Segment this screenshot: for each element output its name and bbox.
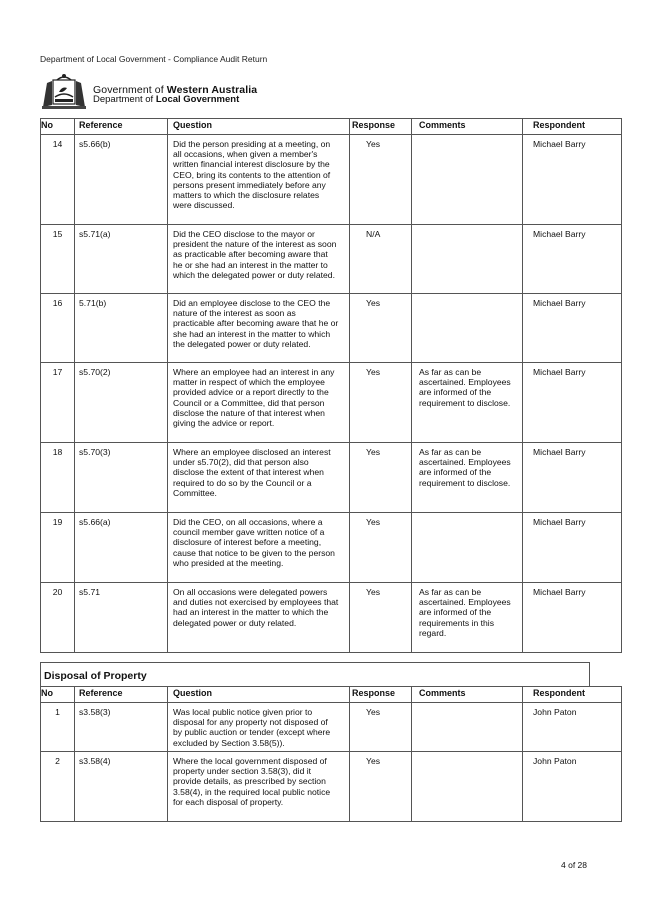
cell-no: 15	[41, 225, 75, 294]
column-header-response: Response	[350, 119, 412, 135]
cell-response: Yes	[350, 443, 412, 513]
coat-of-arms-icon	[39, 73, 89, 111]
cell-question: Where an employee disclosed an interest under s5.70(2), did that person also disclose the extent of that interest when required to do so by the Council or a Committee.	[173, 447, 331, 498]
table-row	[41, 513, 622, 583]
cell-question: Did the CEO, on all occasions, where a council member gave written notice of a disclosure of interest before a meeting, cause that notice to be given to the person who presided at the meeting.	[173, 517, 335, 568]
cell-respondent: Michael Barry	[523, 135, 622, 225]
column-header-comments: Comments	[412, 687, 523, 703]
cell-response: Yes	[350, 513, 412, 583]
cell-respondent: Michael Barry	[523, 363, 622, 443]
cell-question: Did the person presiding at a meeting, on all occasions, when given a member's written financial interest disclosure by the CEO, bring its contents to the attention of persons present immediately before any matters to which the disclosure relates were discussed.	[173, 139, 331, 211]
cell-response: Yes	[350, 703, 412, 752]
cell-response: Yes	[350, 752, 412, 822]
table-row	[41, 443, 622, 513]
cell-respondent: John Paton	[523, 752, 622, 822]
column-header-respondent: Respondent	[523, 687, 622, 703]
cell-reference: s5.70(3)	[75, 443, 168, 513]
column-header-question: Question	[168, 687, 350, 703]
cell-no: 18	[41, 443, 75, 513]
government-title: Government of Western Australia	[93, 84, 258, 96]
table-row	[41, 752, 622, 822]
section-title: Disposal of Property	[44, 670, 147, 682]
cell-reference: s5.71	[75, 583, 168, 653]
table-row	[41, 583, 622, 653]
disposal-table	[40, 686, 622, 822]
cell-reference: s5.66(a)	[75, 513, 168, 583]
cell-no: 20	[41, 583, 75, 653]
cell-no: 2	[41, 752, 75, 822]
column-header-question: Question	[168, 119, 350, 135]
column-header-reference: Reference	[75, 119, 168, 135]
cell-no: 16	[41, 294, 75, 363]
cell-question: Was local public notice given prior to disposal for any property not disposed of by public auction or tender (except where excluded by Section 3.58(5)).	[173, 707, 331, 748]
cell-no: 19	[41, 513, 75, 583]
cell-comments: As far as can be ascertained. Employees are informed of the requirement to disclose.	[419, 367, 511, 408]
cell-response: Yes	[350, 135, 412, 225]
cell-question: Did an employee disclose to the CEO the nature of the interest as soon as practicable after becoming aware that he or she had an interest in the matter to which the delegated power or duty related.	[173, 298, 339, 349]
table-row	[41, 703, 622, 752]
cell-reference: s3.58(3)	[75, 703, 168, 752]
document-header: Department of Local Government - Compliance Audit Return	[40, 54, 268, 64]
table-row	[41, 363, 622, 443]
compliance-table	[40, 118, 622, 653]
cell-no: 17	[41, 363, 75, 443]
cell-respondent: Michael Barry	[523, 513, 622, 583]
cell-respondent: John Paton	[523, 703, 622, 752]
cell-no: 14	[41, 135, 75, 225]
column-header-comments: Comments	[412, 119, 523, 135]
table-header-row	[41, 687, 622, 703]
cell-respondent: Michael Barry	[523, 225, 622, 294]
cell-reference: s5.71(a)	[75, 225, 168, 294]
cell-response: Yes	[350, 583, 412, 653]
column-header-no: No	[41, 119, 75, 135]
table-row	[41, 294, 622, 363]
cell-comments: As far as can be ascertained. Employees are informed of the requirements in this regard.	[419, 587, 511, 638]
cell-respondent: Michael Barry	[523, 443, 622, 513]
column-header-response: Response	[350, 687, 412, 703]
cell-response: N/A	[350, 225, 412, 294]
section-header-box	[40, 662, 590, 687]
cell-question: Where the local government disposed of property under section 3.58(3), did it provide details, as prescribed by section 3.58(4), in the required local public notice for each disposal of property.	[173, 756, 331, 807]
cell-reference: 5.71(b)	[75, 294, 168, 363]
cell-respondent: Michael Barry	[523, 294, 622, 363]
cell-reference: s5.66(b)	[75, 135, 168, 225]
column-header-reference: Reference	[75, 687, 168, 703]
cell-question: On all occasions were delegated powers and duties not exercised by employees that had an interest in the matter to which the delegated power or duty related.	[173, 587, 339, 628]
cell-question: Did the CEO disclose to the mayor or president the nature of the interest as soon as practicable after becoming aware that he or she had an interest in the matter to which the delegated power or duty related.	[173, 229, 337, 280]
cell-comments: As far as can be ascertained. Employees are informed of the requirement to disclose.	[419, 447, 511, 488]
department-title: Department of Local Government	[93, 94, 240, 105]
column-header-respondent: Respondent	[523, 119, 622, 135]
cell-reference: s3.58(4)	[75, 752, 168, 822]
table-header-row	[41, 119, 622, 135]
cell-reference: s5.70(2)	[75, 363, 168, 443]
page-number: 4 of 28	[561, 860, 587, 870]
cell-response: Yes	[350, 294, 412, 363]
cell-no: 1	[41, 703, 75, 752]
cell-respondent: Michael Barry	[523, 583, 622, 653]
cell-response: Yes	[350, 363, 412, 443]
column-header-no: No	[41, 687, 75, 703]
cell-question: Where an employee had an interest in any matter in respect of which the employee provided advice or a report directly to the Council or a Committee, did that person disclose the nature of that interest when giving the advice or report.	[173, 367, 335, 429]
table-row	[41, 135, 622, 225]
table-row	[41, 225, 622, 294]
